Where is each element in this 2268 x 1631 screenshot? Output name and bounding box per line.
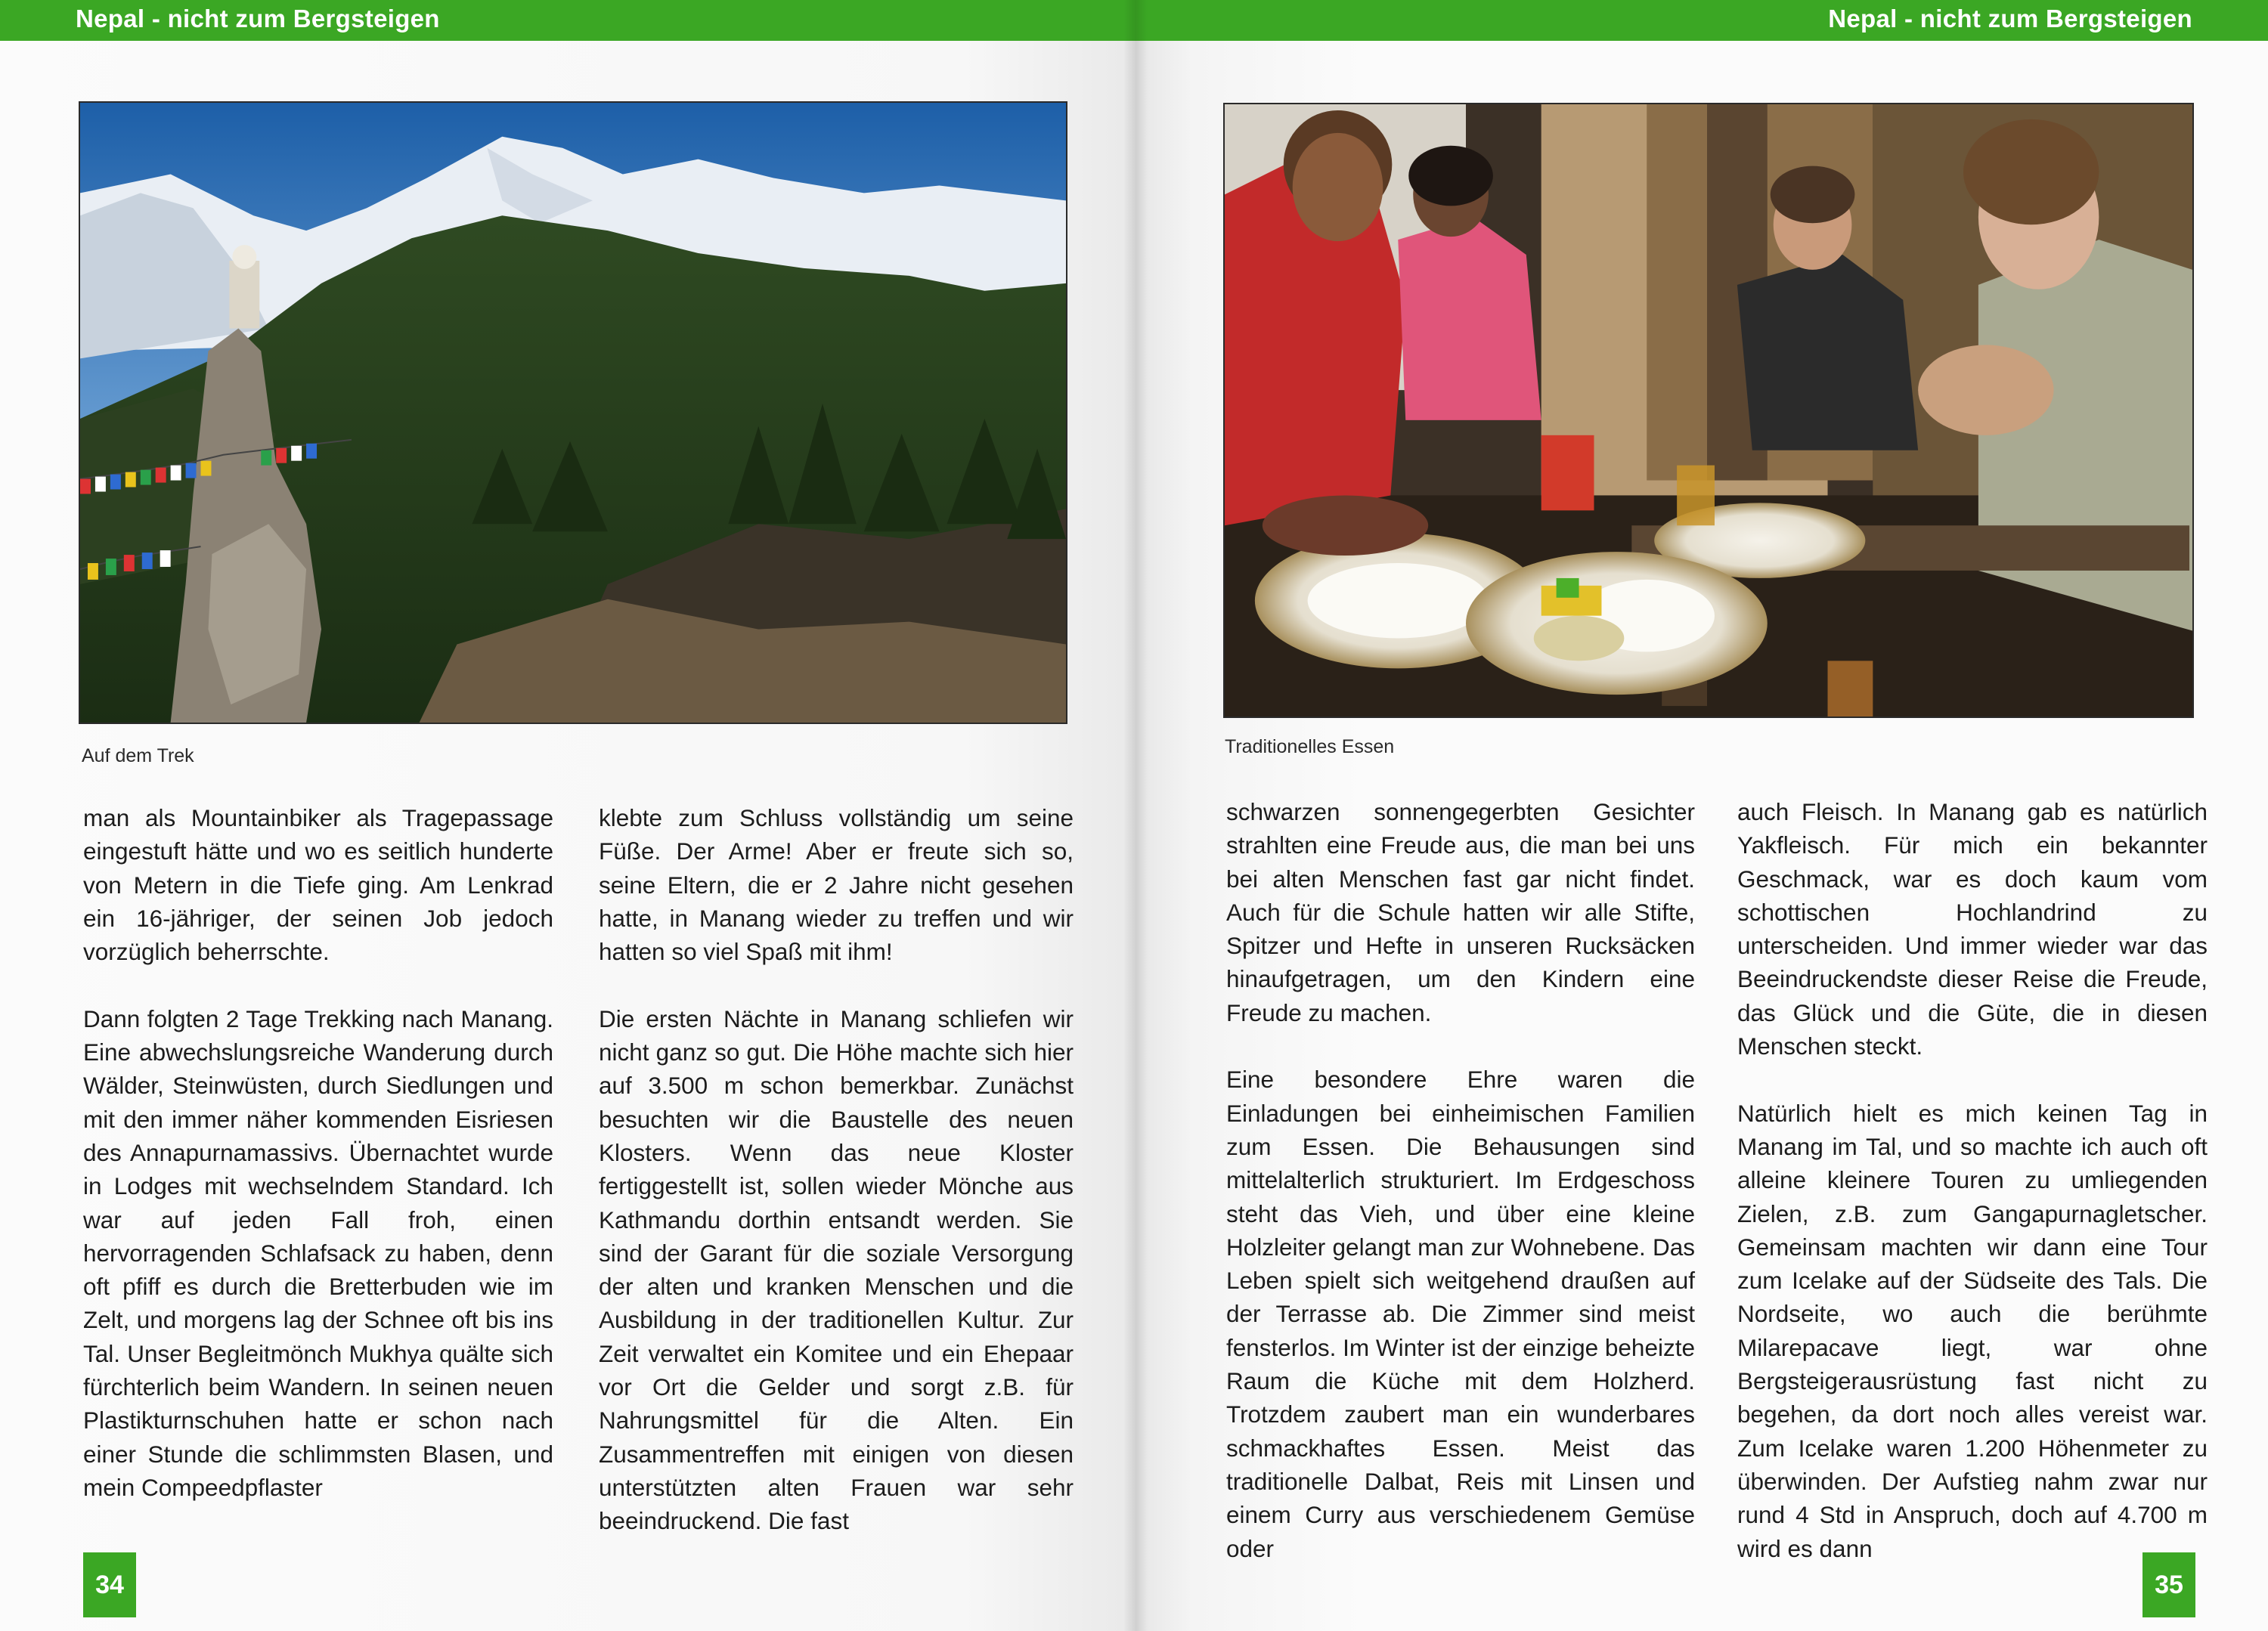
text-column-2	[599, 801, 1074, 1538]
paragraph: schwarzen sonnengegerbten Gesichter strahlten eine Freude aus, die man bei uns bei alten Menschen fast gar nicht findet. Auch für die Schule hatten wir alle Stifte, Spitzer und Hefte in unseren Rucksäcken hinaufgetragen, um den Kindern eine Freude zu machen.	[1226, 798, 1695, 1026]
paragraph: auch Fleisch. In Manang gab es natürlich Yakfleisch. Für mich ein bekannter Geschmack, war es doch kaum vom schottischen Hochlandrind zu unterscheiden. Und immer wieder war das Beeindruckendste dieser Reise die Freude, das Glück und die Güte, die in diesen Menschen steckt.	[1737, 798, 2208, 1060]
paragraph: klebte zum Schluss vollständig um seine Füße. Der Arme! Aber er freute sich so, seine Eltern, die er 2 Jahre nicht gesehen hatte, in Manang wieder zu treffen und wir hatten so viel Spaß mit ihm!	[599, 804, 1074, 966]
book-spine-shadow	[1123, 0, 1148, 1631]
text-column-2	[1737, 795, 2208, 1565]
paragraph: Dann folgten 2 Tage Trekking nach Manang. Eine abwechslungsreiche Wanderung durch Wälder, Steinwüsten, durch Siedlungen und mit den immer näher kommenden Eisriesen des Annapurnamassivs. Übernachtet wurde in Lodges mit wechselndem Standard. Ich war auf jeden Fall froh, einen hervorragenden Schlafsack zu haben, denn oft pfiff es durch die Bretterbuden wie im Zelt, und morgens lag der Schnee oft bis ins Tal. Unser Begleitmönch Mukhya quälte sich fürchterlich beim Wandern. In seinen neuen Plastikturnschuhen hatte er schon nach einer Stunde die schlimmsten Blasen, und mein Compeedpflaster	[83, 1004, 553, 1501]
paragraph: Die ersten Nächte in Manang schliefen wir nicht ganz so gut. Die Höhe machte sich hier auf 3.500 m schon bemerkbar. Zunächst besuchten wir die Baustelle des neuen Klosters. Wenn das neue Kloster fertiggestellt ist, sollen wieder Mönche aus Kathmandu dorthin entsandt werden. Sie sind der Garant für die soziale Versorgung der alten und kranken Menschen und die Ausbildung in der traditionellen Kultur. Zur Zeit verwaltet ein Komitee und ein Ehepaar vor Ort die Gelder und sorgt z.B. für Nahrungsmittel für die Alten. Ein Zusammentreffen mit einigen von diesen unterstützten alten Frauen war sehr beeindruckend. Die fast	[599, 1004, 1074, 1535]
running-header: Nepal - nicht zum Bergsteigen	[1828, 5, 2192, 32]
page-number: 35	[2143, 1552, 2195, 1617]
photo-caption: Auf dem Trek	[82, 745, 194, 766]
running-header: Nepal - nicht zum Bergsteigen	[76, 5, 440, 32]
paragraph: Natürlich hielt es mich keinen Tag in Manang im Tal, und so machte ich auch oft alleine kleinere Touren zu umliegenden Zielen, z.B. zum Gangapurnagletscher. Gemeinsam machten wir dann eine Tour zum Icelake auf der Südseite des Tals. Die Nordseite, wo auch die berühmte Milarepacave liegt, war ohne Bergsteigerausrüstung fast nicht zu begehen, da dort noch alles vereist war. Zum Icelake waren 1.200 Höhenmeter zu überwinden. Der Aufstieg nahm zwar nur rund 4 Std in Anspruch, doch auf 4.700 m wird es dann	[1737, 1099, 2208, 1562]
meal-photo	[1223, 103, 2194, 718]
paragraph: Eine besondere Ehre waren die Einladungen bei einheimischen Familien zum Essen. Die Behausungen sind mittelalterlich strukturiert. Im Erdgeschoss steht das Vieh, und über eine kleine Holzleiter gelangt man zur Wohnebene. Das Leben spielt sich weitgehend draußen auf der Terrasse ab. Die Zimmer sind meist fensterlos. Im Winter ist der einzige beheizte Raum die Küche mit dem Holzherd. Trotzdem zaubert man ein wunderbares schmackhaftes Essen. Meist das traditionelle Dalbat, Reis mit Linsen und einem Curry aus verschiedenem Gemüse oder	[1226, 1066, 1695, 1562]
text-column-1	[1226, 795, 1695, 1565]
photo-caption: Traditionelles Essen	[1225, 736, 1395, 757]
text-column-1	[83, 801, 553, 1504]
trek-photo-illustration	[80, 103, 1066, 723]
meal-photo-illustration	[1225, 104, 2192, 716]
paragraph: man als Mountainbiker als Tragepassage eingestuft hätte und wo es seitlich hunderte von Metern in die Tiefe ging. Am Lenkrad ein 16-jähriger, der seinen Job jedoch vorzüglich beherrschte.	[83, 804, 553, 966]
trek-photo	[79, 101, 1067, 724]
page-number: 34	[83, 1552, 136, 1617]
right-page	[1136, 0, 2268, 1631]
